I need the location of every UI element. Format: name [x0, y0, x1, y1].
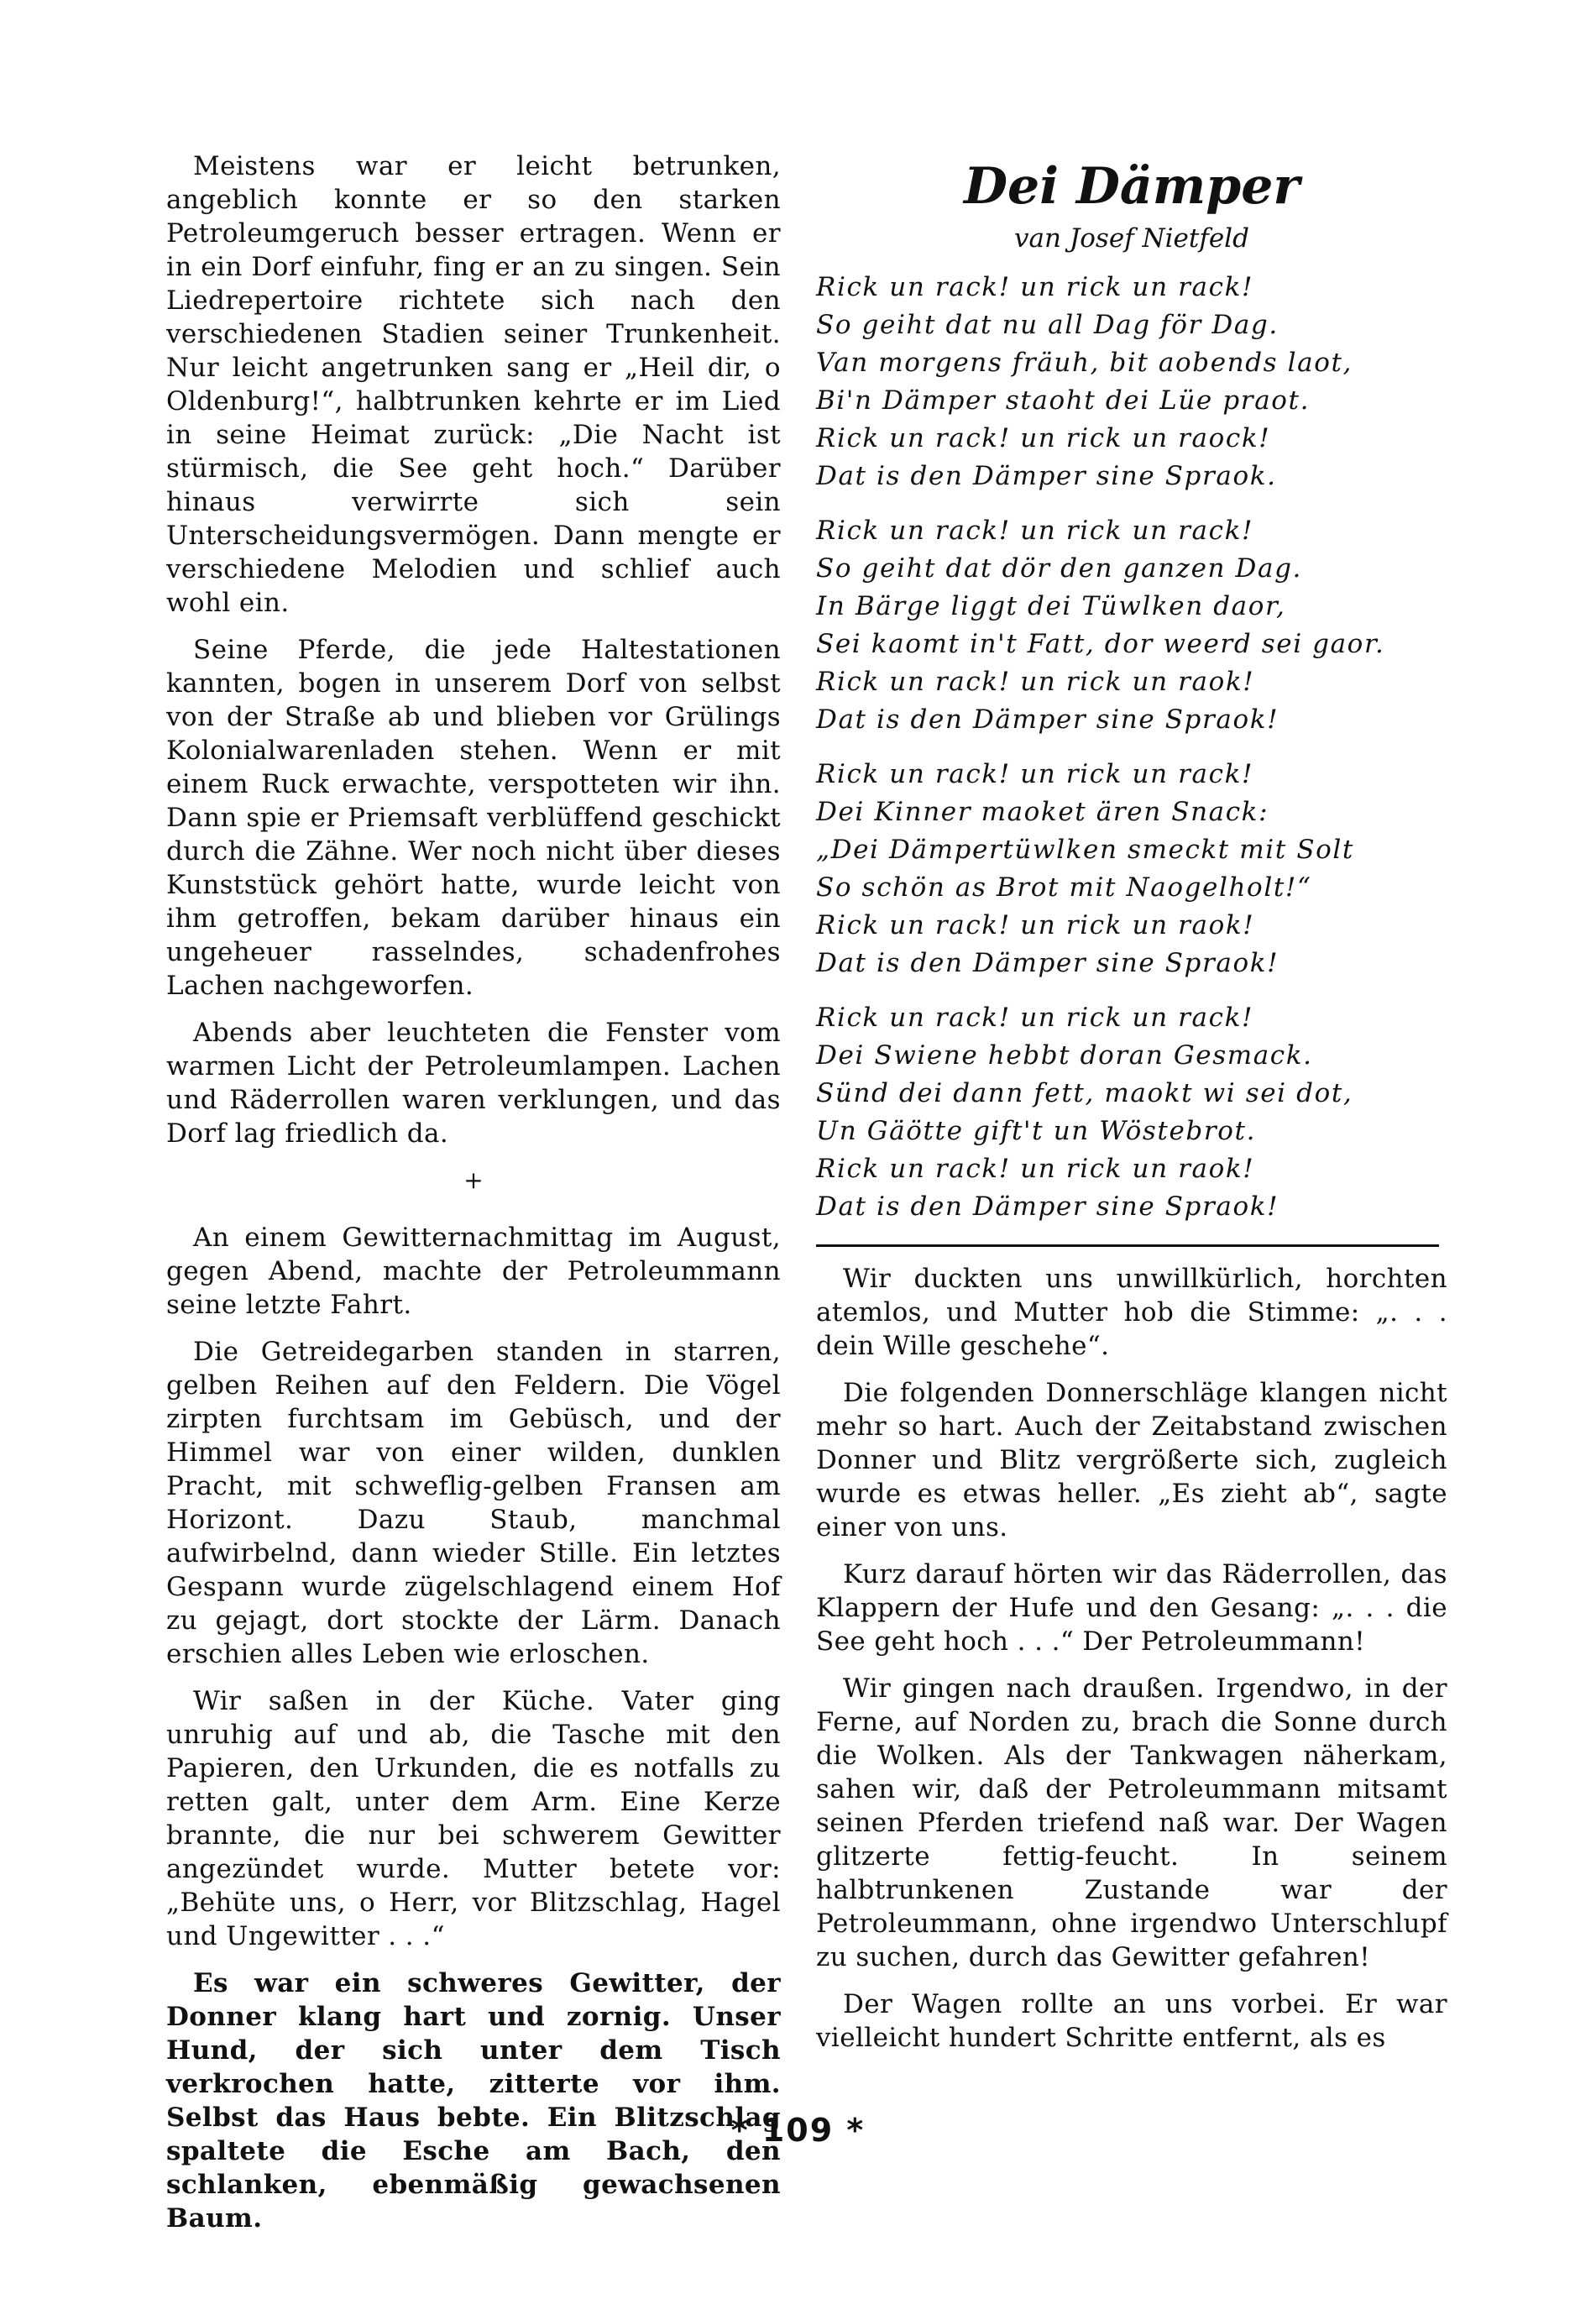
poem-line: Rick un rack! un rick un rack!	[816, 272, 1254, 302]
poem-line: Rick un rack! un rick un raock!	[816, 423, 1271, 453]
poem-title: Dei Dämper	[963, 157, 1300, 216]
paragraph: Abends aber leuchteten die Fenster vom warmen Licht der Petroleumlampen. Lachen und Räderrollen waren verklungen, und das Dorf lag friedlich da.	[166, 1018, 781, 1149]
poem-line: Rick un rack! un rick un rack!	[816, 516, 1254, 546]
poem-rule	[816, 1244, 1439, 1247]
paragraph: Der Wagen rollte an uns vorbei. Er war vielleicht hundert Schritte entfernt, als es	[816, 1989, 1447, 2053]
right-column	[816, 149, 1447, 2068]
paragraph: Es war ein schweres Gewitter, der Donner klang hart und zornig. Unser Hund, der sich unter dem Tisch verkrochen hatte, zitterte vor ihm. Selbst das Haus bebte. Ein Blitzschlag spaltete die Esche am Bach, den schlanken, ebenmäßig gewachsenen Baum.	[166, 1968, 781, 2234]
left-column	[166, 149, 781, 2249]
poem-author: van Josef Nietfeld	[1014, 223, 1249, 254]
page-number: * 109 *	[730, 2112, 866, 2149]
poem-line: In Bärge liggt dei Tüwlken daor,	[816, 591, 1286, 621]
paragraph: Die Getreidegarben standen in starren, gelben Reihen auf den Feldern. Die Vögel zirpten furchtsam im Gebüsch, und der Himmel war von einer wilden, dunklen Pracht, mit schweflig-gelben Fransen am Horizont. Dazu Staub, manchmal aufwirbelnd, dann wieder Stille. Ein letztes Gespann wurde zügelschlagend einem Hof zu gejagt, dort stockte der Lärm. Danach erschien alles Leben wie erloschen.	[166, 1337, 781, 1669]
poem-line: Sei kaomt in't Fatt, dor weerd sei gaor.	[816, 629, 1385, 659]
poem-line: Rick un rack! un rick un rack!	[816, 759, 1254, 789]
poem-line: Dei Kinner maoket ären Snack:	[816, 797, 1269, 827]
paragraph: Wir gingen nach draußen. Irgendwo, in der Ferne, auf Norden zu, brach die Sonne durch die Wolken. Als der Tankwagen näherkam, sahen wir, daß der Petroleummann mitsamt seinen Pferden triefend naß war. Der Wagen glitzerte fettig-feucht. In seinem halbtrunkenen Zustande war der Petroleummann, ohne irgendwo Unterschlupf zu suchen, durch das Gewitter gefahren!	[816, 1673, 1447, 1972]
poem-stanza	[816, 999, 1447, 1226]
poem-line: Sünd dei dann fett, maokt wi sei dot,	[816, 1078, 1353, 1108]
poem-line: Dat is den Dämper sine Spraok!	[816, 948, 1279, 978]
poem-line: Rick un rack! un rick un rack!	[816, 1003, 1254, 1033]
poem-line: „Dei Dämpertüwlken smeckt mit Solt	[816, 835, 1354, 865]
paragraph: Kurz darauf hörten wir das Räderrollen, das Klappern der Hufe und den Gesang: „. . . die See geht hoch . . .“ Der Petroleummann!	[816, 1559, 1447, 1657]
poem-line: So geiht dat dör den ganzen Dag.	[816, 553, 1302, 584]
poem-line: So schön as Brot mit Naogelholt!“	[816, 872, 1312, 903]
poem-line: So geiht dat nu all Dag för Dag.	[816, 310, 1279, 340]
poem-line: Un Gäötte gift't un Wöstebrot.	[816, 1116, 1257, 1146]
poem	[816, 156, 1447, 1226]
poem-line: Van morgens fräuh, bit aobends laot,	[816, 348, 1353, 378]
section-divider: +	[463, 1166, 484, 1194]
poem-stanza	[816, 269, 1447, 495]
poem-stanza	[816, 756, 1447, 982]
paragraph: Wir saßen in der Küche. Vater ging unruhig auf und ab, die Tasche mit den Papieren, den Urkunden, die es notfalls zu retten galt, unter dem Arm. Eine Kerze brannte, die nur bei schwerem Gewitter angezündet wurde. Mutter betete vor: „Behüte uns, o Herr, vor Blitzschlag, Hagel und Ungewitter . . .“	[166, 1686, 781, 1951]
poem-line: Rick un rack! un rick un raok!	[816, 1154, 1255, 1184]
poem-line: Bi'n Dämper staoht dei Lüe praot.	[816, 385, 1311, 416]
poem-stanza	[816, 512, 1447, 739]
poem-line: Dat is den Dämper sine Spraok!	[816, 704, 1279, 735]
paragraph: Meistens war er leicht betrunken, angeblich konnte er so den starken Petroleumgeruch besser ertragen. Wenn er in ein Dorf einfuhr, fing er an zu singen. Sein Liedrepertoire richtete sich nach den verschiedenen Stadien seiner Trunkenheit. Nur leicht angetrunken sang er „Heil dir, o Oldenburg!“, halbtrunken kehrte er im Lied in seine Heimat zurück: „Die Nacht ist stürmisch, die See geht hoch.“ Darüber hinaus verwirrte sich sein Unterscheidungsvermögen. Dann mengte er verschiedene Melodien und schlief auch wohl ein.	[166, 151, 781, 618]
poem-line: Dat is den Dämper sine Spraok.	[816, 461, 1277, 491]
poem-line: Dei Swiene hebbt doran Gesmack.	[816, 1040, 1313, 1071]
paragraph: Seine Pferde, die jede Haltestationen kannten, bogen in unserem Dorf von selbst von der Straße ab und blieben vor Grülings Kolonialwarenladen stehen. Wenn er mit einem Ruck erwachte, verspotteten wir ihn. Dann spie er Priemsaft verblüffend geschickt durch die Zähne. Wer noch nicht über dieses Kunststück gehört hatte, wurde leicht von ihm getroffen, bekam darüber hinaus ein ungeheuer rasselndes, schadenfrohes Lachen nachgeworfen.	[166, 635, 781, 1001]
poem-line: Dat is den Dämper sine Spraok!	[816, 1191, 1279, 1222]
paragraph: Wir duckten uns unwillkürlich, horchten atemlos, und Mutter hob die Stimme: „. . . dein Wille geschehe“.	[816, 1264, 1447, 1361]
poem-line: Rick un rack! un rick un raok!	[816, 910, 1255, 940]
paragraph: An einem Gewitternachmittag im August, gegen Abend, machte der Petroleummann seine letzte Fahrt.	[166, 1223, 781, 1320]
poem-line: Rick un rack! un rick un raok!	[816, 667, 1255, 697]
paragraph: Die folgenden Donnerschläge klangen nicht mehr so hart. Auch der Zeitabstand zwischen Donner und Blitz vergrößerte sich, zugleich wurde es etwas heller. „Es zieht ab“, sagte einer von uns.	[816, 1378, 1447, 1542]
